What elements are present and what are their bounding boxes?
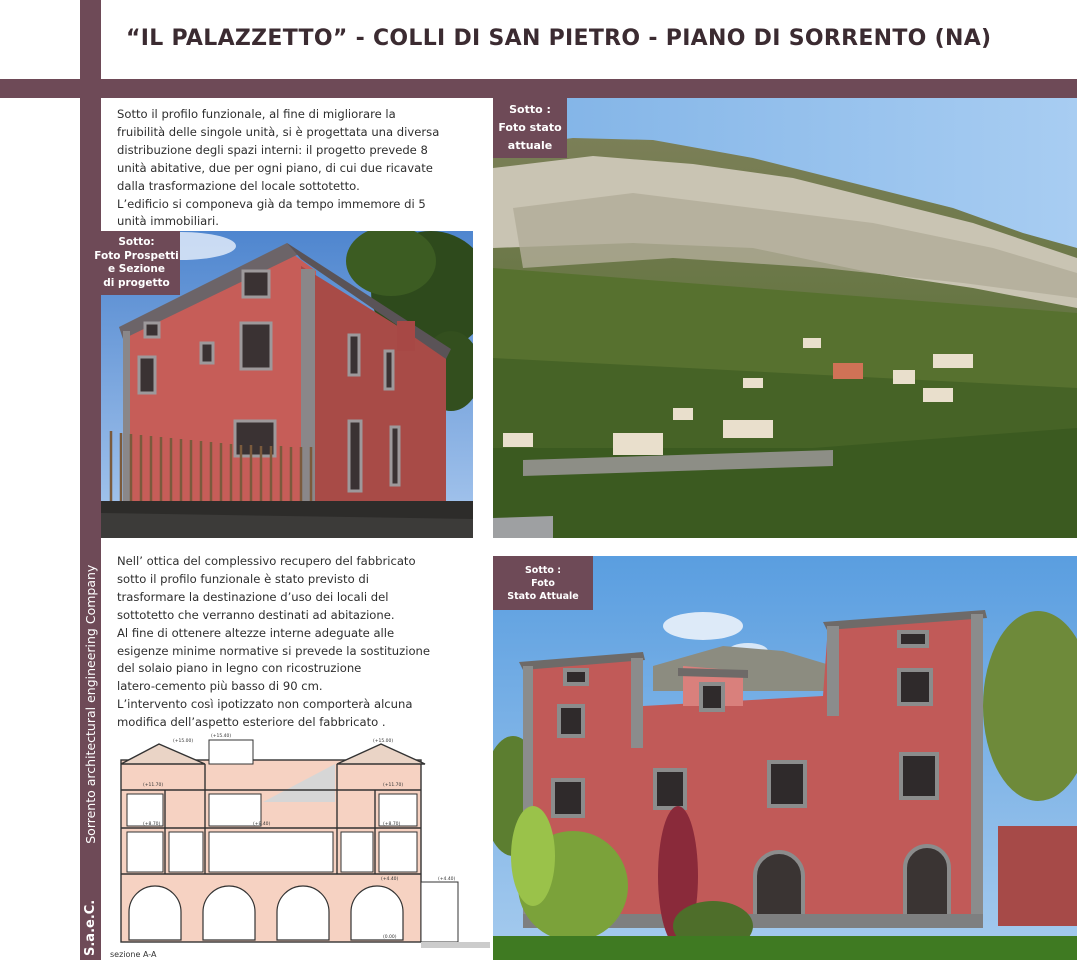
level-label: (+8.70) xyxy=(143,822,161,827)
intro-paragraph xyxy=(117,106,439,231)
text-line: del solaio piano in legno con ricostruzione xyxy=(117,661,362,676)
tag-line: Foto stato xyxy=(498,121,562,134)
page-title: “IL PALAZZETTO” - COLLI DI SAN PIETRO - PIANO DI SORRENTO (NA) xyxy=(126,26,992,51)
text-line: sotto il profilo funzionale è stato previsto di xyxy=(117,571,369,586)
level-label: (0.00) xyxy=(383,935,397,940)
tag-foto-prospetti xyxy=(93,231,180,295)
text-line: distribuzione degli spazi interni: il progetto prevede 8 xyxy=(117,142,428,157)
text-line: unità abitative, due per ogni piano, di cui due ricavate xyxy=(117,160,433,175)
tag-line: e Sezione xyxy=(108,263,165,275)
tag-line: Foto xyxy=(531,577,555,589)
recovery-paragraph xyxy=(117,553,430,732)
tag-line: Sotto : xyxy=(524,564,562,576)
tag-line: Stato Attuale xyxy=(507,590,579,602)
sidebar-caption xyxy=(80,540,101,960)
tag-foto-stato-attuale-1 xyxy=(493,98,567,158)
horizontal-brand-bar xyxy=(0,79,1077,98)
level-label: (+8.40) xyxy=(253,822,271,827)
level-label: (+15.40) xyxy=(211,734,232,739)
text-line: trasformare la destinazione d’uso dei locali del xyxy=(117,589,389,604)
text-line: Nell’ ottica del complessivo recupero del fabbricato xyxy=(117,554,416,568)
company-abbreviation: S.a.e.C. xyxy=(83,899,98,956)
photo-hillside-stato-attuale xyxy=(493,98,1077,538)
level-label: (+11.70) xyxy=(143,783,164,788)
company-name: Sorrento architectural engineering Company xyxy=(83,564,98,844)
text-line: esigenze minime normative si prevede la sostituzione xyxy=(117,643,431,658)
text-line: Al fine di ottenere altezze interne adeguate alle xyxy=(117,625,395,640)
level-label: (+15.00) xyxy=(173,739,194,744)
photo-building-facade xyxy=(493,556,1077,960)
text-line: L’intervento così ipotizzato non comporterà alcuna xyxy=(117,697,413,712)
text-line: L’edificio si componeva già da tempo immemore di 5 xyxy=(117,196,426,211)
level-label: (+4.40) xyxy=(438,877,456,882)
text-line: dalla trasformazione del locale sottotetto. xyxy=(117,178,360,193)
text-line: modifica dell’aspetto esteriore del fabbricato . xyxy=(117,715,386,730)
text-line: fruibilità delle singole unità, si è progettata una diversa xyxy=(117,124,440,139)
level-label: (+8.70) xyxy=(383,822,401,827)
section-drawing-a-a xyxy=(113,732,490,948)
section-caption: sezione A-A xyxy=(110,950,157,959)
text-line: latero-cemento più basso di 90 cm. xyxy=(117,679,323,694)
level-label: (+15.00) xyxy=(373,739,394,744)
tag-line: Foto Prospetti xyxy=(94,249,179,262)
text-line: unità immobiliari. xyxy=(117,214,219,229)
level-label: (+11.70) xyxy=(383,783,404,788)
tag-foto-stato-attuale-2 xyxy=(493,556,593,610)
tag-line: Sotto: xyxy=(118,236,155,248)
tag-line: attuale xyxy=(507,139,553,152)
tag-line: di progetto xyxy=(103,276,170,289)
text-line: Sotto il profilo funzionale, al fine di migliorare la xyxy=(117,107,396,121)
level-label: (+4.40) xyxy=(381,877,399,882)
tag-line: Sotto : xyxy=(509,103,551,116)
text-line: sottotetto che verranno destinati ad abitazione. xyxy=(117,607,395,622)
